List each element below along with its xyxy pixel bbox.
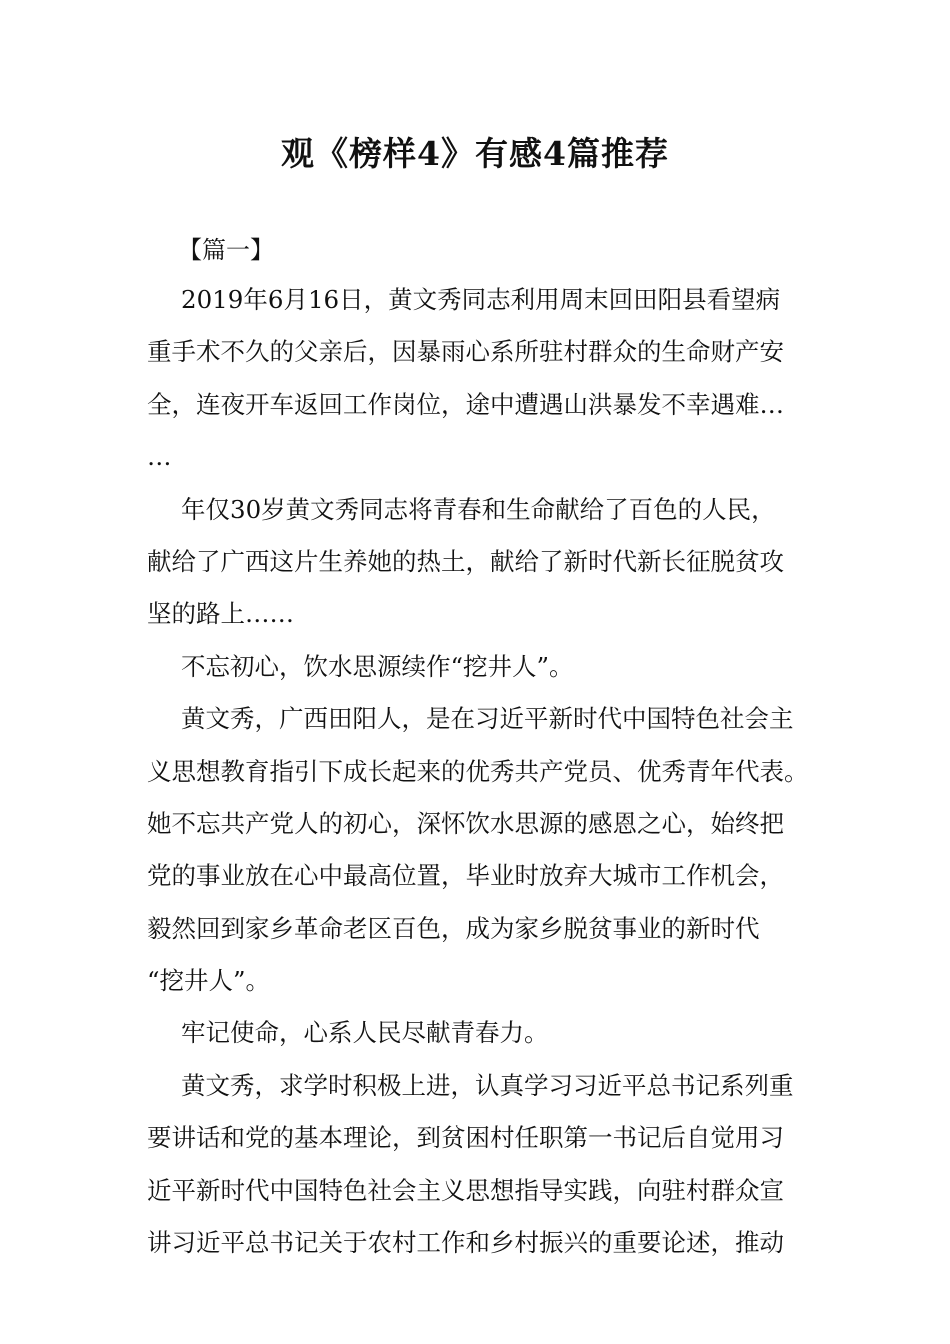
text-line: 黄文秀，广西田阳人，是在习近平新时代中国特色社会主 bbox=[181, 704, 794, 734]
text-line: 献给了广西这片生养她的热土，献给了新时代新长征脱贫攻 bbox=[147, 546, 784, 576]
text-line: 年仅30岁黄文秀同志将青春和生命献给了百色的人民， bbox=[181, 494, 776, 524]
text-line: 牢记使命，心系人民尽献青春力。 bbox=[181, 1018, 549, 1048]
text-line: 义思想教育指引下成长起来的优秀共产党员、优秀青年代表。 bbox=[147, 756, 809, 786]
text-line: 她不忘共产党人的初心，深怀饮水思源的感恩之心，始终把 bbox=[147, 808, 784, 838]
text-line: 黄文秀，求学时积极上进，认真学习习近平总书记系列重 bbox=[181, 1070, 794, 1100]
text-line: 党的事业放在心中最高位置，毕业时放弃大城市工作机会， bbox=[147, 861, 784, 891]
text-line: 2019年6月16日，黄文秀同志利用周末回田阳县看望病 bbox=[181, 285, 781, 314]
text-line: 重手术不久的父亲后，因暴雨心系所驻村群众的生命财产安 bbox=[147, 337, 784, 367]
text-line: 坚的路上…… bbox=[147, 599, 294, 629]
text-line: 近平新时代中国特色社会主义思想指导实践，向驻村群众宣 bbox=[147, 1175, 784, 1205]
text-line: 讲习近平总书记关于农村工作和乡村振兴的重要论述，推动 bbox=[147, 1228, 784, 1258]
section-heading: 【篇一】 bbox=[178, 236, 274, 264]
body-text bbox=[147, 282, 847, 1277]
text-line: 要讲话和党的基本理论，到贫困村任职第一书记后自觉用习 bbox=[147, 1123, 784, 1153]
text-line: 毅然回到家乡革命老区百色，成为家乡脱贫事业的新时代 bbox=[147, 913, 760, 943]
document-title: 观《榜样4》有感4篇推荐 bbox=[281, 134, 669, 173]
text-line: 不忘初心，饮水思源续作“挖井人”。 bbox=[181, 651, 574, 681]
text-line: … bbox=[147, 442, 172, 472]
text-line: 全，连夜开车返回工作岗位，途中遭遇山洪暴发不幸遇难… bbox=[147, 389, 784, 419]
text-line: “挖井人”。 bbox=[147, 966, 271, 996]
